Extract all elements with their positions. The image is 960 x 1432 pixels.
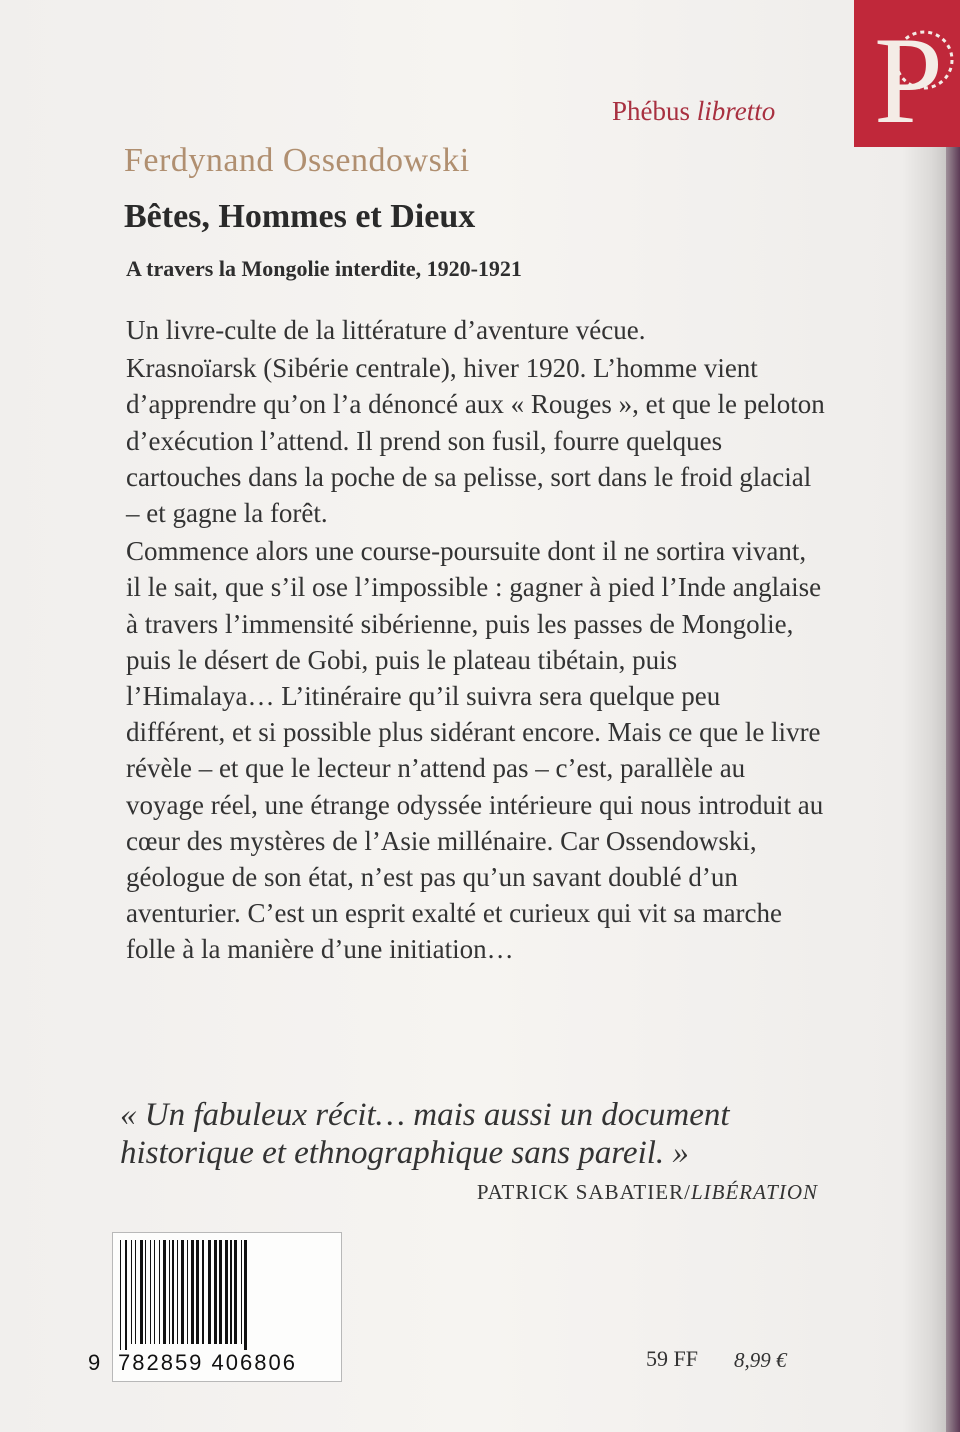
barcode-lead-digit: 9 — [88, 1350, 101, 1375]
isbn-barcode — [88, 1232, 344, 1380]
barcode-bar — [159, 1240, 160, 1344]
barcode-bar — [241, 1240, 242, 1344]
barcode-bar — [196, 1240, 199, 1344]
book-author: Ferdynand Ossendowski — [124, 142, 470, 179]
book-subtitle: A travers la Mongolie interdite, 1920-1921 — [126, 256, 522, 281]
publisher-brand — [612, 96, 832, 127]
barcode-bar — [181, 1240, 184, 1344]
blurb — [126, 312, 826, 970]
barcode-bar — [202, 1240, 204, 1344]
barcode-bar — [172, 1240, 174, 1344]
barcode-bar — [214, 1240, 217, 1344]
barcode-bar — [140, 1240, 143, 1344]
barcode-bar — [120, 1240, 121, 1350]
barcode-bar — [163, 1240, 166, 1344]
barcode-bar — [131, 1240, 132, 1344]
book-title: Bêtes, Hommes et Dieux — [124, 198, 476, 235]
barcode-bar — [219, 1240, 222, 1344]
publisher-logo — [854, 0, 960, 147]
barcode-bar — [191, 1240, 194, 1344]
barcode-bar — [244, 1240, 247, 1350]
price-francs: 59 FF — [646, 1346, 698, 1371]
blurb-paragraph: Commence alors une course-poursuite dont il ne sortira vivant, il le sait, que s’il ose l’impossible : gagner à pied l’Inde anglaise à travers l’immensité sibérienne, puis les passes de Mongolie, puis le désert de Gobi, puis le plateau tibétain, puis l’Himalaya… L’itinéraire qu’il suivra sera quelque peu différent, et si possible plus sidérant encore. Mais ce que le livre révèle – et que le lecteur n’attend pas – c’est, parallèle au voyage réel, une étrange odyssée intérieure qui nous introduit au cœur des mystères de l’Asie millénaire. Car Ossendowski, géologue de son état, n’est pas qu’un savant doublé d’un aventurier. C’est un esprit exalté et curieux qui vit sa marche folle à la manière d’une initiation… — [126, 536, 824, 965]
press-quote-source — [406, 1180, 818, 1205]
barcode-bar — [177, 1240, 178, 1344]
publisher-logo-sun-icon — [854, 0, 960, 147]
barcode-digits: 782859 406806 — [118, 1350, 297, 1375]
barcode-bar — [234, 1240, 237, 1344]
barcode-bar — [208, 1240, 211, 1344]
barcode-bar — [187, 1240, 188, 1344]
price-euros: 8,99 € — [734, 1348, 787, 1372]
barcode-bar — [135, 1240, 136, 1344]
blurb-paragraph: Krasnoïarsk (Sibérie centrale), hiver 1920. L’homme vient d’apprendre qu’on l’a dénoncé aux « Rouges », et que le peloton d’exécution l’attend. Il prend son fusil, fourre quelques cartouches dans la poche de sa pelisse, sort dans le froid glacial – et gagne la forêt. — [126, 353, 825, 529]
barcode-bar — [150, 1240, 151, 1344]
barcode-bar — [225, 1240, 228, 1344]
press-quote: « Un fabuleux récit… mais aussi un document historique et ethnographique sans pareil. » — [120, 1097, 730, 1171]
cover-spine-edge — [946, 0, 960, 1432]
barcode-bars — [118, 1240, 334, 1350]
barcode-bar — [145, 1240, 146, 1344]
barcode-bar — [169, 1240, 170, 1344]
barcode-bar — [125, 1240, 127, 1350]
publisher-series: libretto — [696, 96, 776, 126]
barcode-bar — [230, 1240, 232, 1344]
barcode-bar — [154, 1240, 155, 1344]
blurb-paragraph: Un livre-culte de la littérature d’aventure vécue. — [126, 315, 646, 345]
publisher-name: Phébus — [612, 96, 691, 126]
publisher-logo-letter: P — [874, 12, 943, 147]
quote-separator: / — [684, 1180, 691, 1204]
quote-publication: LIBÉRATION — [690, 1180, 818, 1204]
quote-author: PATRICK SABATIER — [476, 1180, 685, 1204]
